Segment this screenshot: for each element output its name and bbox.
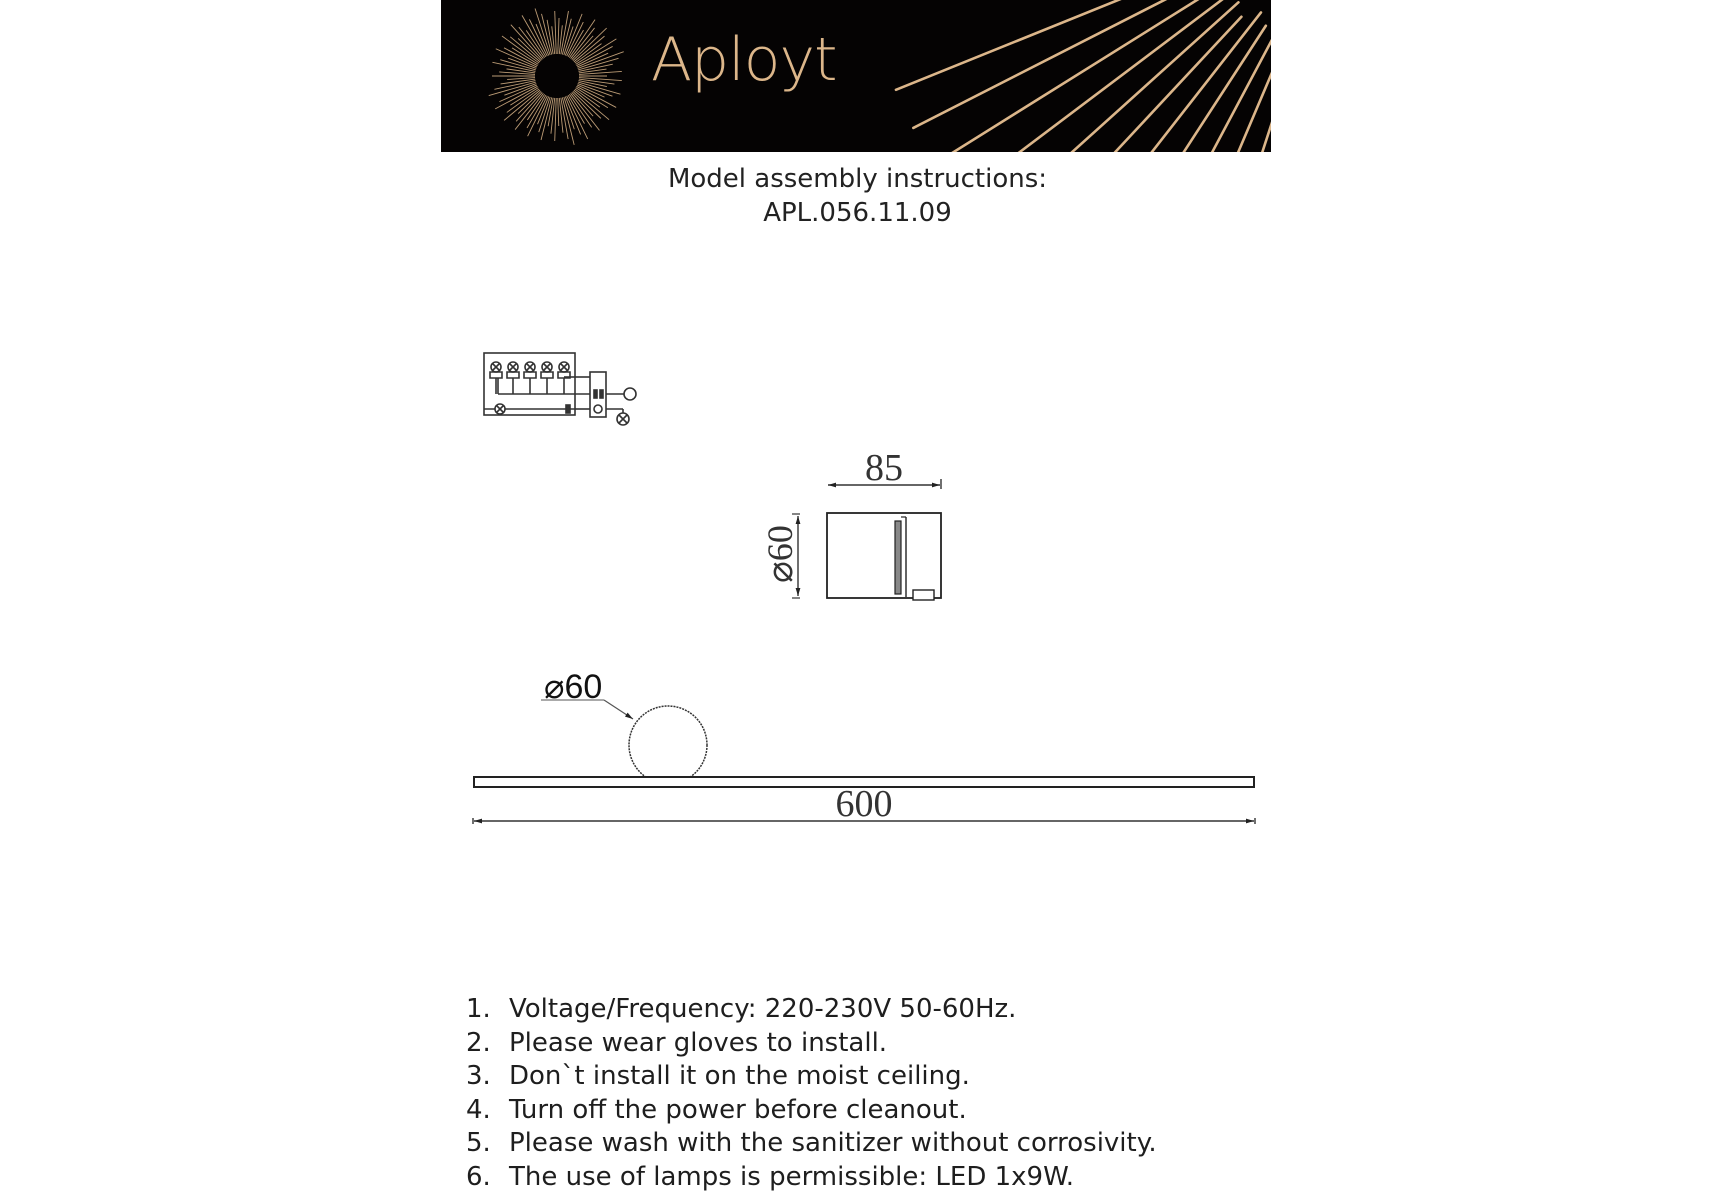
driver-box	[913, 590, 934, 600]
leader-arrow	[604, 700, 633, 719]
instruction-text: The use of lamps is permissible: LED 1x9W.	[509, 1161, 1075, 1192]
screw-terminal	[558, 362, 570, 394]
terminal-block-wiring-icon	[484, 353, 636, 425]
width-dimension-label: 85	[865, 447, 903, 489]
screw-terminal	[541, 362, 553, 394]
length-dimension-label: 600	[835, 783, 893, 825]
instruction-item	[466, 993, 1157, 1027]
shade-diameter-label: ⌀60	[544, 668, 603, 706]
instruction-item	[466, 1060, 1157, 1094]
model-number: APL.056.11.09	[763, 198, 952, 228]
instruction-number: 2.	[466, 1027, 491, 1058]
instruction-number: 4.	[466, 1094, 491, 1125]
brand-logo-text: Aployt	[651, 25, 837, 95]
instruction-item	[466, 1094, 1157, 1128]
instruction-text: Please wash with the sanitizer without corrosivity.	[509, 1128, 1157, 1158]
top-view-drawing	[760, 447, 941, 600]
instruction-number: 5.	[466, 1128, 491, 1158]
diameter-dimension-label: ⌀60	[760, 525, 800, 583]
glass-globe-shade	[629, 706, 707, 784]
mount-plate	[895, 521, 901, 594]
instruction-number: 6.	[466, 1161, 491, 1192]
mount-base-outline	[827, 513, 941, 598]
instruction-text: Don`t install it on the moist ceiling.	[509, 1061, 970, 1091]
instruction-number: 1.	[466, 994, 491, 1024]
instructions-list	[466, 993, 1157, 1194]
screw-terminal	[490, 362, 502, 394]
instruction-item	[466, 1161, 1157, 1195]
instruction-text: Voltage/Frequency: 220-230V 50-60Hz.	[509, 994, 1017, 1024]
instruction-item	[466, 1127, 1157, 1161]
screw-terminal	[507, 362, 519, 394]
instruction-text: Please wear gloves to install.	[509, 1027, 888, 1058]
front-view-drawing	[473, 668, 1255, 825]
instruction-number: 3.	[466, 1061, 491, 1091]
instruction-text: Turn off the power before cleanout.	[509, 1094, 967, 1125]
instruction-item	[466, 1027, 1157, 1061]
document-title: Model assembly instructions:	[667, 164, 1048, 194]
screw-terminal	[524, 362, 536, 394]
